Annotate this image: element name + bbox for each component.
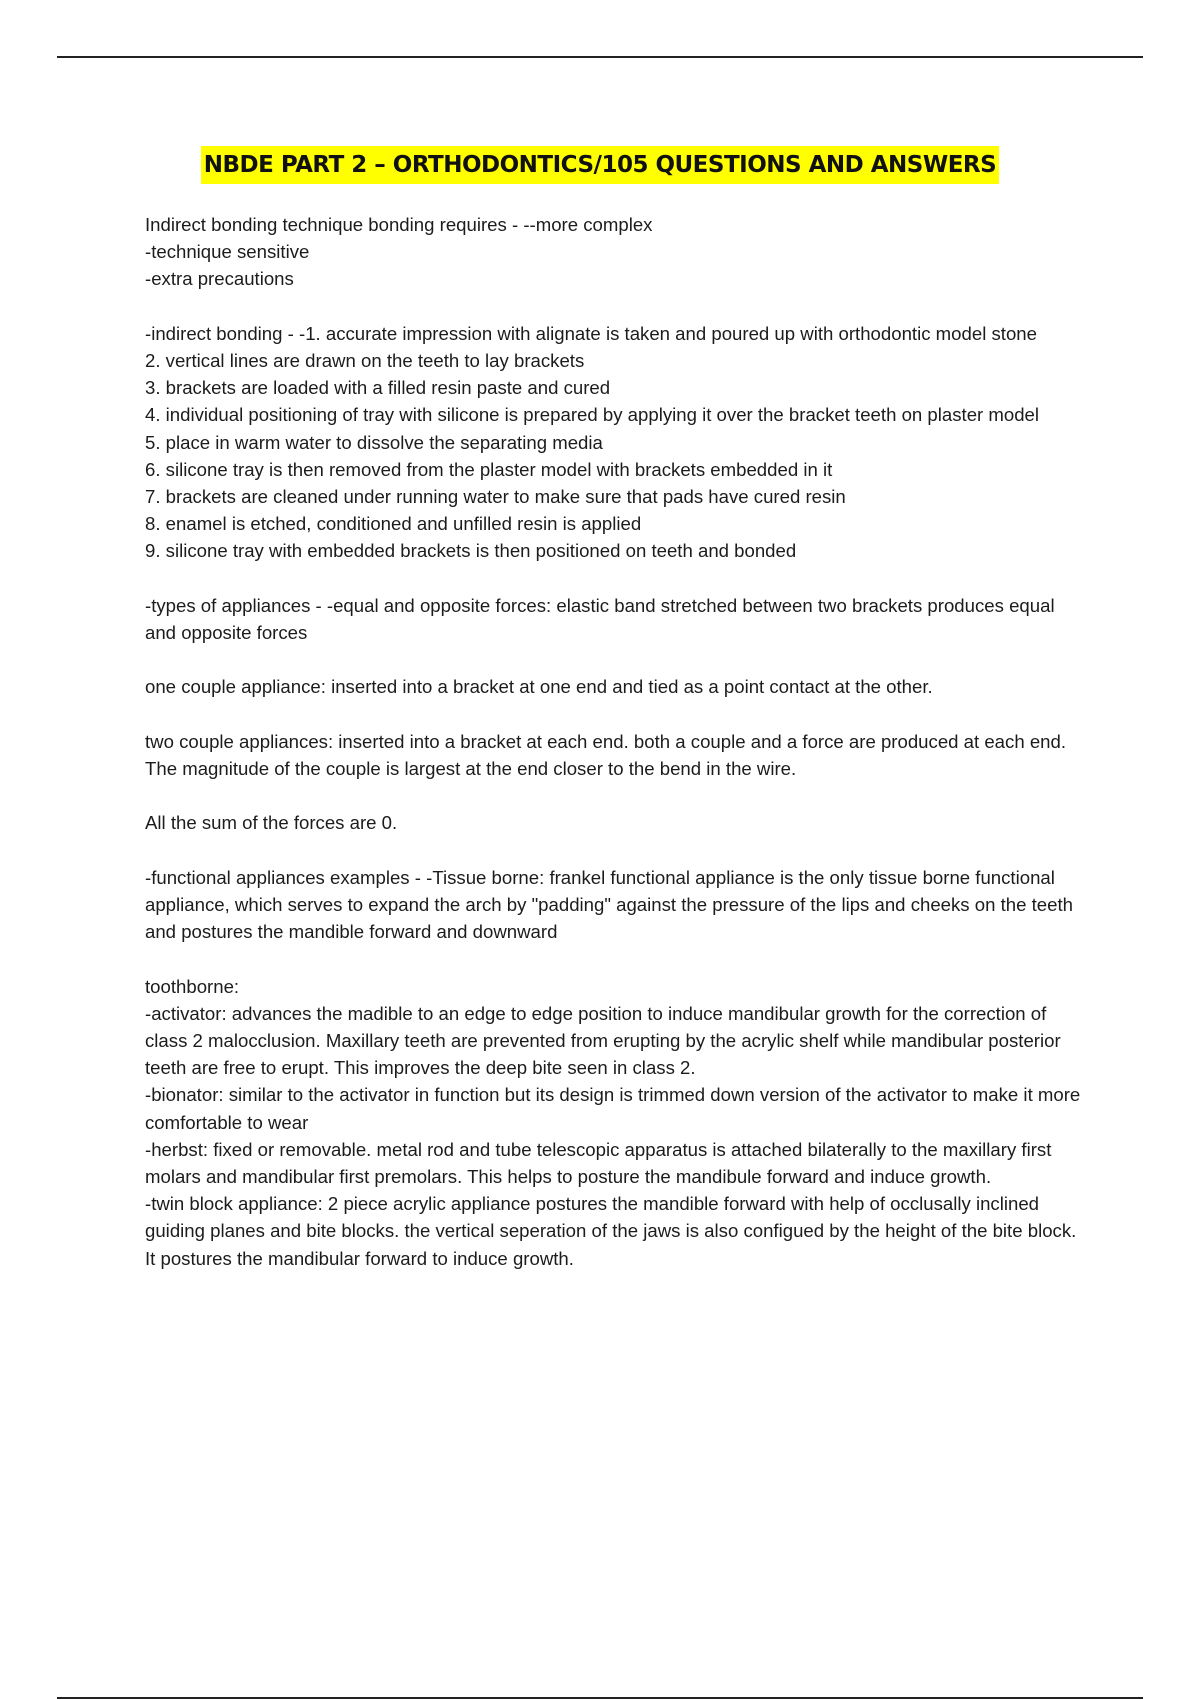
document-body [145,211,1090,1272]
paragraph-line: 4. individual positioning of tray with silicone is prepared by applying it over the bracket teeth on plaster model [145,404,1040,426]
paragraph-gap [145,565,1090,592]
paragraph-line: 3. brackets are loaded with a filled resin paste and cured [145,377,611,399]
paragraph-line: 6. silicone tray is then removed from the plaster model with brackets embedded in it [145,458,833,480]
paragraph-line: -types of appliances - -equal and opposite forces: elastic band stretched between two brackets produces equal and opposite forces [145,594,1060,644]
paragraph-line: 2. vertical lines are drawn on the teeth to lay brackets [145,350,585,371]
paragraph-line: 7. brackets are cleaned under running water to make sure that pads have cured resin [145,486,846,508]
paragraph-line: -functional appliances examples - -Tissue borne: frankel functional appliance is the only tissue borne functional appliance, which serves to expand the arch by "padding" against the pressure of the lips and cheeks on the teeth and postures the mandible forward and downward [145,866,1079,943]
paragraph-line: Indirect bonding technique bonding requires - --more complex [145,214,653,235]
paragraph-line: 9. silicone tray with embedded brackets is then positioned on teeth and bonded [145,540,797,562]
page-title: NBDE PART 2 – ORTHODONTICS/105 QUESTIONS AND ANSWERS [201,146,999,184]
paragraph-line: -technique sensitive [145,241,310,263]
paragraph-line: two couple appliances: inserted into a bracket at each end. both a couple and a force are produced at each end. The magnitude of the couple is largest at the end closer to the bend in the wire. [145,730,1071,779]
paragraph-line: -herbst: fixed or removable. metal rod and tube telescopic apparatus is attached bilaterally to the maxillary first molars and mandibular first premolars. This helps to posture the mandibule forward and induce growth. [145,1138,1057,1187]
paragraph-line: -activator: advances the madible to an edge to edge position to induce mandibular growth for the correction of class 2 malocclusion. Maxillary teeth are prevented from erupting by the acrylic shelf while mandibular posterior teeth are free to erupt. This improves the deep bite seen in class 2. [145,1002,1066,1079]
paragraph-line: -twin block appliance: 2 piece acrylic appliance postures the mandible forward with help of occlusally inclined guiding planes and bite blocks. the vertical seperation of the jaws is also configued by the height of the bite block. It postures the mandibular forward to induce growth. [145,1193,1082,1269]
paragraph-gap [145,782,1090,809]
paragraph-gap [145,293,1090,320]
paragraph-line: -indirect bonding - -1. accurate impression with alignate is taken and poured up with orthodontic model stone [145,322,1037,344]
paragraph-line: one couple appliance: inserted into a bracket at one end and tied as a point contact at the other. [145,676,933,698]
paragraph-line: All the sum of the forces are 0. [145,812,398,834]
paragraph-line: 5. place in warm water to dissolve the separating media [145,431,603,453]
paragraph-gap [145,701,1090,728]
paragraph-line: -bionator: similar to the activator in function but its design is trimmed down version of the activator to make it more comfortable to wear [145,1084,1086,1133]
footer-rule [57,1697,1143,1699]
paragraph-line: -extra precautions [145,268,294,290]
header-rule [57,56,1143,58]
paragraph-gap [145,945,1090,972]
paragraph-gap [145,646,1090,673]
paragraph-line: 8. enamel is etched, conditioned and unfilled resin is applied [145,513,642,535]
title-container [0,146,1200,184]
paragraph-line: toothborne: [145,975,240,997]
paragraph-gap [145,837,1090,864]
